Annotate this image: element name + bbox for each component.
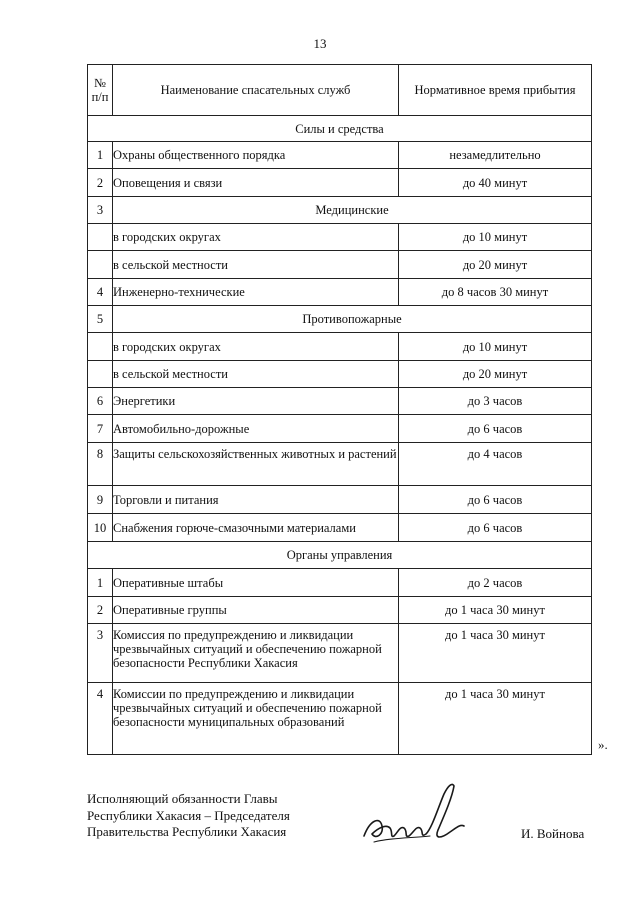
row-num: 3	[88, 624, 113, 683]
table-row	[88, 415, 592, 443]
row-time: до 4 часов	[399, 443, 592, 486]
row-name: Энергетики	[113, 388, 399, 415]
table-row	[88, 333, 592, 361]
row-num-empty	[88, 333, 113, 361]
row-num: 2	[88, 169, 113, 197]
group-row	[88, 197, 592, 224]
row-time: до 1 часа 30 минут	[399, 624, 592, 683]
row-num-empty	[88, 251, 113, 279]
row-name: Оперативные группы	[113, 597, 399, 624]
closing-quote-mark: ».	[598, 737, 608, 752]
group-row	[88, 306, 592, 333]
table-row	[88, 443, 592, 486]
row-num: 7	[88, 415, 113, 443]
row-time: незамедлительно	[399, 142, 592, 169]
header-num: № п/п	[88, 65, 113, 116]
table-row	[88, 251, 592, 279]
row-num: 4	[88, 279, 113, 306]
section-management: Органы управления	[88, 542, 592, 569]
row-name: Комиссии по предупреждению и ликвидации чрезвычайных ситуаций и обеспечению пожарной безопасности муниципальных образований	[113, 683, 399, 755]
row-name: в городских округах	[113, 224, 399, 251]
table-row	[88, 142, 592, 169]
table-row	[88, 624, 592, 683]
row-time: до 1 часа 30 минут	[399, 683, 592, 755]
row-num: 2	[88, 597, 113, 624]
table-row	[88, 569, 592, 597]
row-num-empty	[88, 224, 113, 251]
row-time: до 6 часов	[399, 486, 592, 514]
signer-position-line: Республики Хакасия – Председателя	[87, 807, 290, 823]
row-name: в сельской местности	[113, 251, 399, 279]
row-num-empty	[88, 361, 113, 388]
row-name: Оповещения и связи	[113, 169, 399, 197]
signature-block	[87, 791, 290, 841]
row-num: 4	[88, 683, 113, 755]
row-time: до 2 часов	[399, 569, 592, 597]
row-time: до 6 часов	[399, 514, 592, 542]
table-row	[88, 224, 592, 251]
section-row	[88, 116, 592, 142]
group-title: Медицинские	[113, 197, 592, 224]
table-row	[88, 361, 592, 388]
row-name: Охраны общественного порядка	[113, 142, 399, 169]
table-row	[88, 279, 592, 306]
row-time: до 20 минут	[399, 251, 592, 279]
table-row	[88, 169, 592, 197]
row-time: до 10 минут	[399, 333, 592, 361]
row-num: 5	[88, 306, 113, 333]
page-number: 13	[313, 36, 327, 51]
row-num: 6	[88, 388, 113, 415]
row-time: до 1 часа 30 минут	[399, 597, 592, 624]
row-name: Инженерно-технические	[113, 279, 399, 306]
header-time: Нормативное время прибытия	[399, 65, 592, 116]
row-name: Снабжения горюче-смазочными материалами	[113, 514, 399, 542]
row-num: 10	[88, 514, 113, 542]
row-name: Торговли и питания	[113, 486, 399, 514]
row-time: до 8 часов 30 минут	[399, 279, 592, 306]
signer-name: И. Войнова	[521, 826, 585, 841]
row-name: в городских округах	[113, 333, 399, 361]
row-num: 9	[88, 486, 113, 514]
row-name: Защиты сельскохозяйственных животных и растений	[113, 443, 399, 486]
handwritten-signature	[360, 776, 475, 856]
row-time: до 6 часов	[399, 415, 592, 443]
row-name: в сельской местности	[113, 361, 399, 388]
header-name: Наименование спасательных служб	[113, 65, 399, 116]
group-title: Противопожарные	[113, 306, 592, 333]
row-name: Автомобильно-дорожные	[113, 415, 399, 443]
table-row	[88, 683, 592, 755]
table-header-row	[88, 65, 592, 116]
row-time: до 3 часов	[399, 388, 592, 415]
row-name: Оперативные штабы	[113, 569, 399, 597]
table-row	[88, 388, 592, 415]
row-num: 1	[88, 569, 113, 597]
section-forces: Силы и средства	[88, 116, 592, 142]
row-num: 8	[88, 443, 113, 486]
row-num: 3	[88, 197, 113, 224]
table-row	[88, 597, 592, 624]
signer-position-line: Исполняющий обязанности Главы	[87, 791, 278, 806]
signer-position-line: Правительства Республики Хакасия	[87, 824, 287, 839]
row-time: до 10 минут	[399, 224, 592, 251]
table-row	[88, 486, 592, 514]
row-time: до 20 минут	[399, 361, 592, 388]
row-time: до 40 минут	[399, 169, 592, 197]
row-num: 1	[88, 142, 113, 169]
rescue-services-table	[87, 64, 592, 755]
table-row	[88, 514, 592, 542]
section-row	[88, 542, 592, 569]
row-name: Комиссия по предупреждению и ликвидации чрезвычайных ситуаций и обеспечению пожарной безопасности Республики Хакасия	[113, 624, 399, 683]
